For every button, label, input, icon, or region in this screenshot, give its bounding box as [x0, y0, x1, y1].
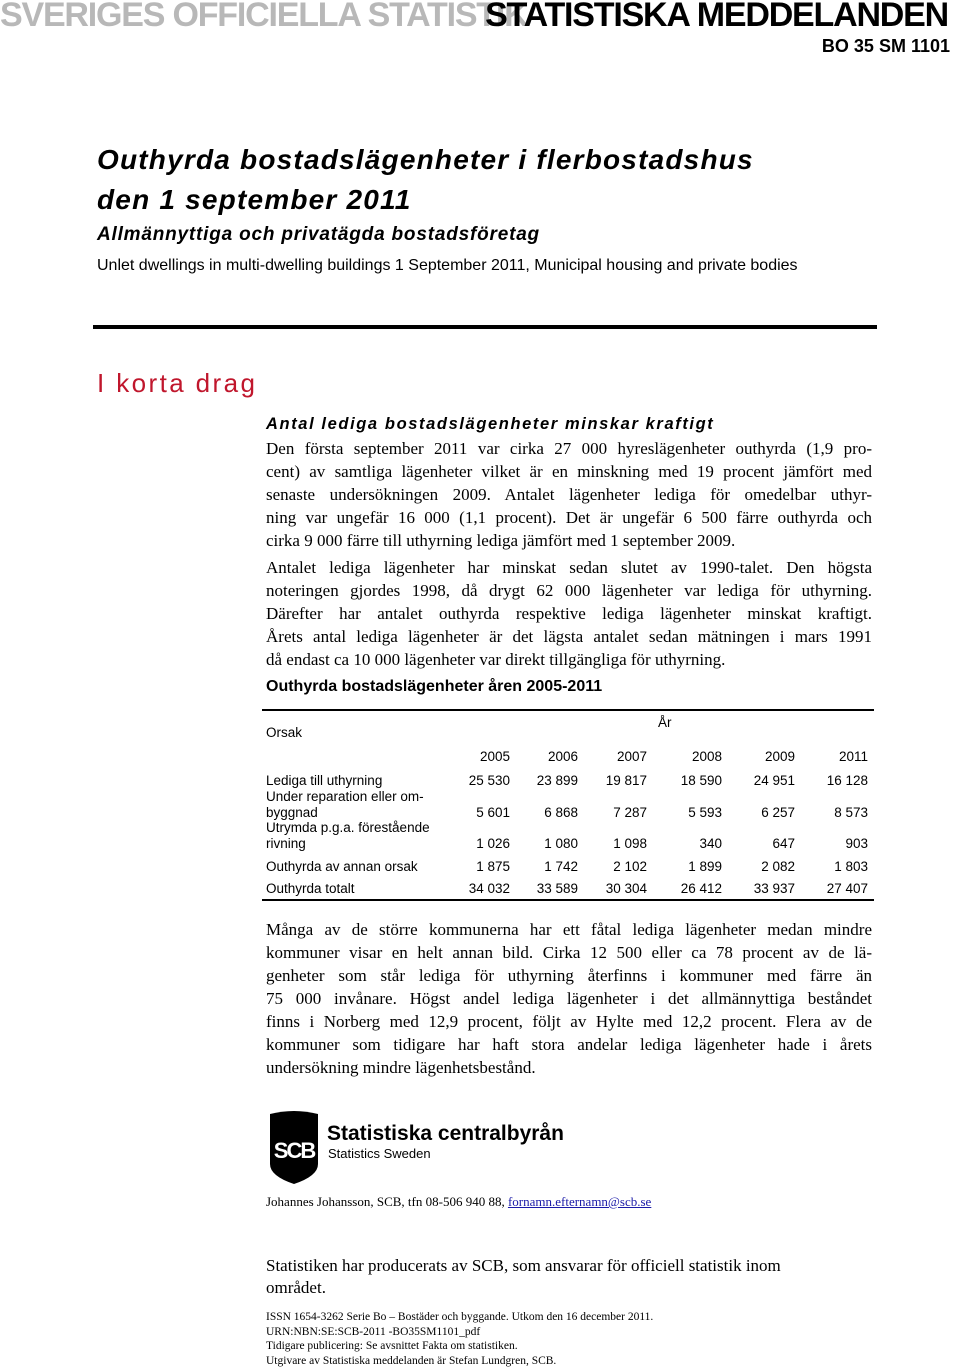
year-header: 2006	[547, 749, 578, 764]
year-header: 2005	[479, 749, 510, 764]
table-cell: 2 102	[613, 859, 647, 874]
text-line: cent) av samtliga lägenheter vilket är en minskning med 19 procent jämfört med	[266, 462, 872, 481]
producer-statement	[266, 1255, 866, 1299]
row-label: Outhyrda totalt	[266, 881, 355, 896]
year-header: 2008	[691, 749, 722, 764]
table-cell: 1 803	[834, 859, 868, 874]
year-header: 2011	[838, 749, 868, 764]
row-label: Utrymda p.g.a. förestående	[266, 820, 430, 835]
table-cell: 34 032	[468, 881, 510, 896]
title-divider	[93, 325, 877, 329]
table-cell: 5 593	[688, 805, 722, 820]
logo-mark-text: SCB	[273, 1138, 315, 1163]
row-label: Under reparation eller om-	[266, 789, 424, 804]
table-top-rule	[262, 709, 874, 711]
year-header: 2007	[616, 749, 647, 764]
table-cell: 26 412	[680, 881, 722, 896]
table-cell: 23 899	[536, 773, 578, 788]
table-cell: 27 407	[826, 881, 868, 896]
text-line: cirka 9 000 färre till uthyrning lediga jämfört med 1 september 2009.	[266, 531, 736, 550]
email-link[interactable]: fornamn.efternamn@scb.se	[507, 1194, 652, 1209]
table-cell: 647	[772, 836, 795, 851]
table-cell: 24 951	[753, 773, 795, 788]
text-line: Årets antal lediga lägenheter är det lägsta antalet sedan mätningen i mars 1991	[266, 627, 872, 646]
table-cell: 33 937	[753, 881, 795, 896]
text-line: ning var ungefär 16 000 (1,1 procent). Det är ungefär 6 500 färre outhyrda och	[266, 508, 872, 527]
english-title: Unlet dwellings in multi-dwelling buildings 1 September 2011, Municipal housing and private bodies	[97, 257, 798, 274]
table-cell: 18 590	[680, 773, 722, 788]
table-cell: 8 573	[834, 805, 868, 820]
table-cell: 25 530	[468, 773, 510, 788]
table-cell: 7 287	[613, 805, 647, 820]
row-label: rivning	[266, 836, 306, 851]
table-cell: 6 257	[761, 805, 795, 820]
table-cell: 1 026	[476, 836, 510, 851]
table-cell: 1 875	[476, 859, 510, 874]
table-bottom-rule	[262, 899, 874, 901]
text-line: kommuner visar en helt annan bild. Cirka 12 500 eller ca 78 procent av de lä-	[266, 943, 872, 962]
table-cell: 16 128	[826, 773, 868, 788]
summary-subheading: Antal lediga bostadslägenheter minskar kraftigt	[266, 415, 715, 433]
table-title: Outhyrda bostadslägenheter åren 2005-2011	[266, 678, 603, 695]
section-heading: I korta drag	[97, 368, 258, 398]
page-title-line1: Outhyrda bostadslägenheter i flerbostadshus	[97, 144, 754, 175]
table-cell: 1 742	[544, 859, 578, 874]
row-label: Lediga till uthyrning	[266, 773, 383, 788]
scb-logo-icon	[266, 1108, 322, 1191]
row-label: byggnad	[266, 805, 318, 820]
logo-name: Statistiska centralbyrån	[327, 1122, 564, 1145]
footer-line: URN:NBN:SE:SCB-2011 -BO35SM1101_pdf	[266, 1325, 481, 1338]
text-line: finns i Norberg med 12,9 procent, följt av Hylte med 12,2 procent. Flera av de	[266, 1012, 872, 1031]
table-row-header: Orsak	[266, 725, 303, 740]
text-line: Många av de större kommunerna har ett fåtal lediga lägenheter medan mindre	[266, 920, 872, 939]
text-line: Antalet lediga lägenheter har minskat sedan slutet av 1990-talet. Den högsta	[266, 558, 872, 577]
publication-code: BO 35 SM 1101	[821, 36, 950, 56]
footer-line: Tidigare publicering: Se avsnittet Fakta om statistiken.	[266, 1340, 518, 1352]
body-paragraph	[266, 918, 872, 1079]
table-cell: 1 098	[613, 836, 647, 851]
text-line: Den första september 2011 var cirka 27 000 hyreslägenheter outhyrda (1,9 pro-	[266, 439, 872, 458]
page-subtitle: Allmännyttiga och privatägda bostadsföretag	[97, 224, 540, 245]
footer	[266, 1310, 653, 1368]
text-line: senaste undersökningen 2009. Antalet lägenheter lediga för omedelbar uthyr-	[266, 485, 872, 504]
contact-info	[266, 1194, 651, 1210]
table-cell: 6 868	[544, 805, 578, 820]
table-cell: 5 601	[476, 805, 510, 820]
table-cell: 19 817	[605, 773, 647, 788]
text-line: kommuner som tidigare har haft stora andelar lediga lägenheter hade i årets	[266, 1035, 872, 1054]
row-label: Outhyrda av annan orsak	[266, 859, 418, 874]
text-line: noteringen gjordes 1998, då drygt 62 000 lägenheter var lediga för uthyrning.	[266, 581, 872, 600]
logo-subtitle: Statistics Sweden	[328, 1146, 431, 1161]
contact-text: Johannes Johansson, SCB, tfn 08-506 940 88,	[266, 1194, 508, 1209]
table-cell: 33 589	[536, 881, 578, 896]
text-line: undersökning mindre lägenhetsbestånd.	[266, 1058, 536, 1077]
year-header: 2009	[764, 749, 795, 764]
footer-line: Utgivare av Statistiska meddelanden är Stefan Lundgren, SCB.	[266, 1354, 557, 1367]
text-line: området.	[266, 1278, 326, 1297]
text-line: Därefter har antalet outhyrda respektive lediga lägenheter minskat kraftigt.	[266, 604, 872, 623]
text-line: Statistiken har producerats av SCB, som ansvarar för officiell statistik inom	[266, 1256, 781, 1275]
table-cell: 340	[699, 836, 722, 851]
text-line: då endast ca 10 000 lägenheter var direkt tillgängliga för uthyrning.	[266, 650, 726, 669]
text-line: genheter som står lediga för uthyrning återfinns i kommuner med färre än	[266, 966, 872, 985]
footer-line: ISSN 1654-3262 Serie Bo – Bostäder och byggande. Utkom den 16 december 2011.	[266, 1311, 654, 1323]
table-cell: 1 899	[688, 859, 722, 874]
page-title-line2: den 1 september 2011	[97, 184, 412, 215]
summary-paragraph-1	[266, 437, 872, 552]
table-column-group: År	[658, 715, 672, 730]
text-line: 75 000 invånare. Högst andel lediga lägenheter i det allmännyttiga beståndet	[266, 989, 872, 1008]
summary-paragraph-2	[266, 556, 872, 671]
table-cell: 1 080	[544, 836, 578, 851]
publication-type: STATISTISKA MEDDELANDEN	[485, 0, 948, 34]
table-cell: 2 082	[761, 859, 795, 874]
table-cell: 903	[845, 836, 868, 851]
series-label: SVERIGES OFFICIELLA STATISTIK	[0, 0, 528, 34]
table-cell: 30 304	[605, 881, 647, 896]
